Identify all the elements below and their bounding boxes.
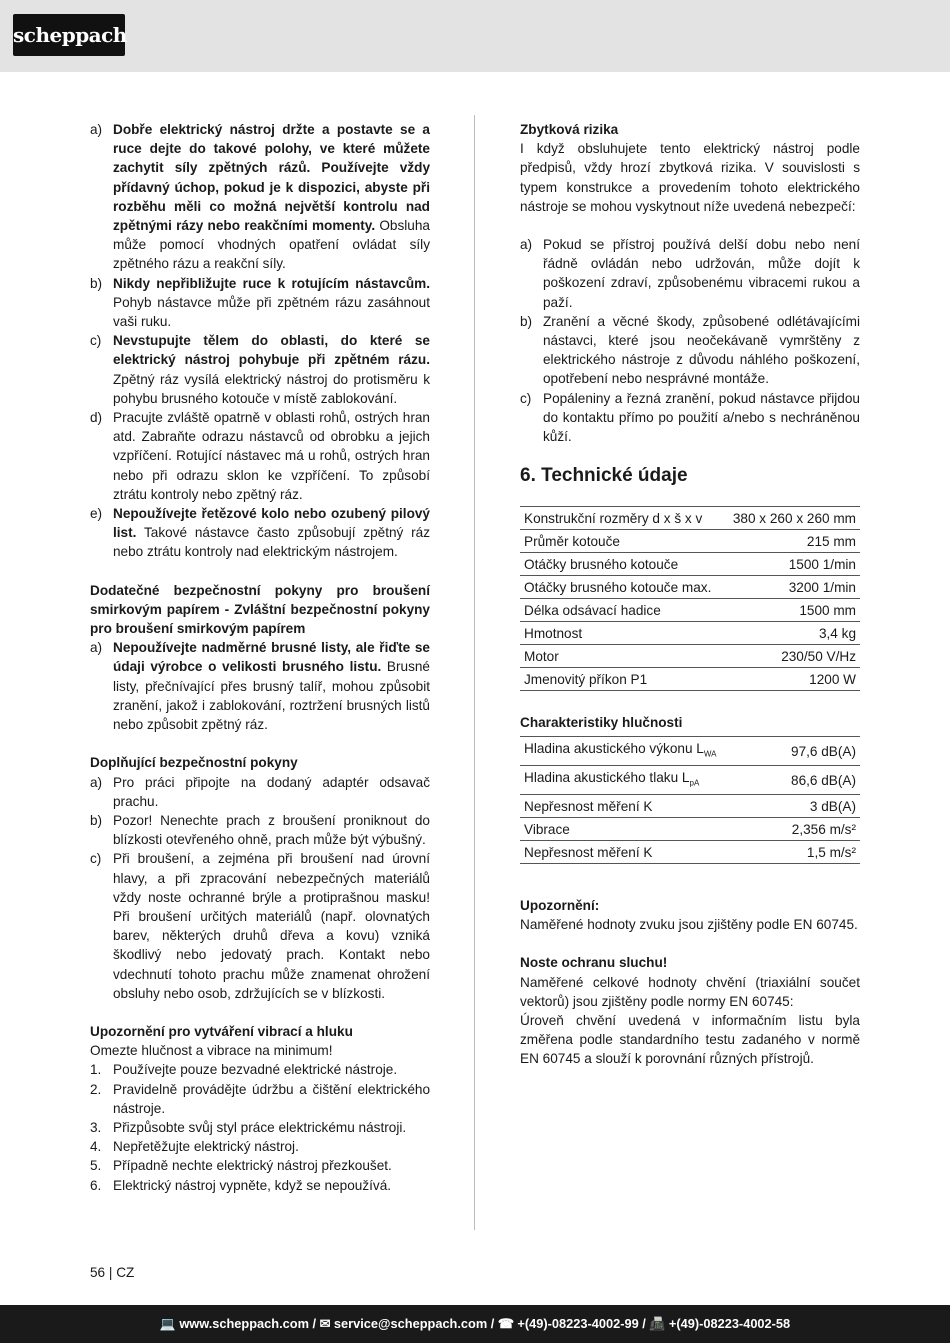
list-item <box>90 773 430 811</box>
table-label <box>520 530 723 553</box>
list-marker: b) <box>90 812 103 828</box>
table-value: 380 x 260 x 260 mm <box>723 507 860 530</box>
list-text-regular: Pracujte zvláště opatrně v oblasti rohů, ostrých hran atd. Zabraňte odrazu nástavců od obrobku a jejich vzpříčení. Rotující nástavec má u rohů, ostrých hran nebo při odrazu sklon ke vzpříčení. To způsobí ztrátu kontroly nebo zpětný ráz. <box>113 410 430 502</box>
label-text: Vibrace <box>524 821 570 837</box>
list-item <box>520 389 860 447</box>
page-number: 56 | CZ <box>90 1265 135 1280</box>
table-label <box>520 840 769 863</box>
table-row <box>520 794 860 817</box>
table-row <box>520 645 860 668</box>
label-text: Konstrukční rozměry d x š x v <box>524 511 703 527</box>
list-marker: 6. <box>90 1177 102 1193</box>
list-item <box>90 120 430 274</box>
section-title: 6. Technické údaje <box>520 465 688 487</box>
label-text: Hladina akustického výkonu L <box>524 741 704 757</box>
table-label <box>520 668 723 691</box>
list-text-regular: Pokud se přístroj používá delší dobu nebo není řádně ovládán nebo udržován, může dojít k poškození zdraví, způsobenému vibracemi rukou a paží. <box>543 237 860 310</box>
table-value: 3200 1/min <box>723 576 860 599</box>
list-text <box>113 849 430 1003</box>
list-text <box>113 1118 430 1137</box>
list-marker: 3. <box>90 1119 102 1135</box>
label-text: Průměr kotouče <box>524 534 620 550</box>
protect-heading: Noste ochranu sluchu! <box>520 955 668 971</box>
list-marker: b) <box>520 313 533 329</box>
list-text-regular: Brusné listy, přečnívající přes brusný talíř, mohou způsobit zranění, jakož i zablokování, roztržení brusných listů nebo způsobit zpětný ráz. <box>113 659 430 733</box>
table-row <box>520 668 860 691</box>
table-label <box>520 817 769 840</box>
protect-text-1: Naměřené celkové hodnoty chvění (triaxiální součet vektorů) jsou zjištěny podle normy EN 60745: <box>520 974 860 1009</box>
list-text-regular: Používejte pouze bezvadné elektrické nástroje. <box>113 1062 398 1078</box>
label-text: Nepřesnost měření K <box>524 844 653 860</box>
list-item <box>90 1060 430 1079</box>
list-marker: 5. <box>90 1158 102 1174</box>
list-item <box>90 638 430 734</box>
table-row <box>520 507 860 530</box>
additional-heading: Doplňující bezpečnostní pokyny <box>90 755 298 771</box>
list-item <box>90 274 430 332</box>
list-item <box>90 1156 430 1175</box>
list-text <box>113 504 430 562</box>
table-value: 1200 W <box>723 668 860 691</box>
table-row <box>520 622 860 645</box>
list-marker: e) <box>90 506 103 522</box>
list-item <box>90 1080 430 1118</box>
additional-list <box>90 773 430 1003</box>
vibration-intro: Omezte hlučnost a vibrace na minimum! <box>90 1043 333 1059</box>
list-text <box>113 1080 430 1118</box>
list-item <box>90 1118 430 1137</box>
list-text-regular: Při broušení, a zejména při broušení nad úrovní hlavy, a při zpracování nebezpečných materiálů vždy noste ochranné brýle a protiprašnou masku! Při broušení určitých materiálů (např. olovnatých barev, některých druhů dřeva a kovu) vzniká škodlivý nebo jedovatý prach. Kontakt nebo vdechnutí tohoto prachu může znamenat ohrožení obsluhy nebo osob, zdržujících se v blízkosti. <box>113 851 430 1001</box>
list-text <box>113 331 430 408</box>
list-marker: a) <box>90 640 103 656</box>
list-text <box>113 274 430 332</box>
list-text-regular: Pohyb nástavce může při zpětném rázu zasáhnout vaši ruku. <box>113 294 430 330</box>
left-column <box>90 120 430 1195</box>
table-label <box>520 599 723 622</box>
table-label <box>520 766 769 795</box>
list-text <box>113 408 430 504</box>
right-column <box>520 120 860 1069</box>
table-label <box>520 737 769 766</box>
list-text <box>113 1156 430 1175</box>
list-text-regular: Popáleniny a řezná zranění, pokud nástavce přijdou do kontaktu přímo po použití a/nebo s nechráněnou kůží. <box>543 390 860 445</box>
list-text <box>113 120 430 274</box>
list-item <box>90 811 430 849</box>
table-row <box>520 817 860 840</box>
list-marker: c) <box>90 851 102 867</box>
list-text-regular: Pro práci připojte na dodaný adaptér odsavač prachu. <box>113 774 430 809</box>
list-text-regular: Případně nechte elektrický nástroj přezkoušet. <box>113 1158 392 1174</box>
list-text-bold: Nepoužívejte nadměrné brusné listy, ale řiďte se údaji výrobce o velikosti brusného listu. <box>113 640 430 675</box>
list-marker: c) <box>90 333 102 349</box>
label-subscript: WA <box>703 750 717 760</box>
noise-heading: Charakteristiky hlučnosti <box>520 715 683 731</box>
list-marker: a) <box>90 774 103 790</box>
table-value: 86,6 dB(A) <box>769 766 860 795</box>
list-item <box>90 849 430 1003</box>
list-item <box>90 408 430 504</box>
list-text-bold: Nepoužívejte řetězové kolo nebo ozubený pilový list. <box>113 506 430 541</box>
list-text-regular: Pravidelně provádějte údržbu a čištění elektrického nástroje. <box>113 1081 430 1116</box>
noise-table <box>520 736 860 863</box>
table-label <box>520 553 723 576</box>
vibration-heading: Upozornění pro vytváření vibrací a hluku <box>90 1023 353 1039</box>
list-item <box>520 235 860 312</box>
list-marker: c) <box>520 390 532 406</box>
list-text-regular: Nepřetěžujte elektrický nástroj. <box>113 1139 299 1155</box>
list-text-bold: Nikdy nepřibližujte ruce k rotujícím nástavcům. <box>113 275 430 291</box>
table-value: 97,6 dB(A) <box>769 737 860 766</box>
table-label <box>520 622 723 645</box>
list-text <box>113 811 430 849</box>
label-text: Motor <box>524 649 559 665</box>
label-text: Otáčky brusného kotouče max. <box>524 580 712 596</box>
list-item <box>90 1176 430 1195</box>
list-marker: b) <box>90 275 103 291</box>
label-subscript: pA <box>689 778 700 788</box>
list-text-regular: Obsluha může pomocí vhodných opatření ovládat síly zpětného rázu a reakční síly. <box>113 218 430 272</box>
label-text: Jmenovitý příkon P1 <box>524 672 648 688</box>
sanding-heading: Dodatečné bezpečnostní pokyny pro broušení smirkovým papírem - Zvláštní bezpečnostní pokyny pro broušení smirkovým papírem <box>90 582 430 637</box>
list-marker: 4. <box>90 1139 102 1155</box>
list-text <box>113 1060 430 1079</box>
table-label <box>520 645 723 668</box>
list-text-bold: Dobře elektrický nástroj držte a postavte se a ruce dejte do takové polohy, ve které můžete zachytit síly zpětných rázů. Používejte vždy přídavný úchop, pokud je k dispozici, abyste při rozběhu měli co možná největší kontrolu nad zpětnými rázy nebo reakčními momenty. <box>113 122 430 234</box>
list-item <box>90 1137 430 1156</box>
page-footer: 💻 www.scheppach.com / ✉ service@scheppach.com / ☎ +(49)-08223-4002-99 / 📠 +(49)-08223-4002-58 <box>0 1305 950 1343</box>
table-row <box>520 737 860 766</box>
table-row <box>520 766 860 795</box>
table-value: 2,356 m/s² <box>769 817 860 840</box>
list-text-bold: Nevstupujte tělem do oblasti, do které se elektrický nástroj pohybuje při zpětném rázu. <box>113 333 430 368</box>
table-label <box>520 794 769 817</box>
table-label <box>520 507 723 530</box>
list-text <box>113 1137 430 1156</box>
table-label <box>520 576 723 599</box>
list-marker: d) <box>90 410 103 426</box>
list-marker: 2. <box>90 1081 102 1097</box>
list-text-regular: Elektrický nástroj vypněte, když se nepoužívá. <box>113 1177 392 1193</box>
risk-intro: I když obsluhujete tento elektrický nástroj podle předpisů, vždy hrozí zbytková rizika. V souvislosti s typem konstrukce a provedením tohoto elektrického nástroje se mohou vyskytnout níže uvedená nebezpečí: <box>520 141 860 214</box>
list-text-regular: Takové nástavce často způsobují zpětný ráz nebo ztrátu kontroly nad elektrickým nástrojem. <box>113 525 430 560</box>
brand-logo: scheppach <box>13 14 125 56</box>
table-row <box>520 553 860 576</box>
vibration-list <box>90 1060 430 1194</box>
table-value: 230/50 V/Hz <box>723 645 860 668</box>
list-text <box>543 235 860 312</box>
list-marker: a) <box>90 122 103 137</box>
sanding-list <box>90 638 430 734</box>
list-text <box>543 389 860 447</box>
list-text <box>113 773 430 811</box>
label-text: Hmotnost <box>524 626 583 642</box>
table-value: 1500 mm <box>723 599 860 622</box>
protect-text-2: Úroveň chvění uvedená v informačním listu byla změřena podle standardního testu zadaného v normě EN 60745 a slouží k porovnání různých přístrojů. <box>520 1012 860 1067</box>
label-text: Nepřesnost měření K <box>524 798 653 814</box>
tech-table <box>520 506 860 691</box>
label-text: Délka odsávací hadice <box>524 603 661 619</box>
list-text <box>113 638 430 734</box>
list-marker: 1. <box>90 1062 102 1078</box>
label-text: Otáčky brusného kotouče <box>524 557 679 573</box>
risk-heading: Zbytková rizika <box>520 122 619 137</box>
kickback-list <box>90 120 430 562</box>
list-text-regular: Zpětný ráz vysílá elektrický nástroj do protisměru k pohybu brusného kotouče v místě zablokování. <box>113 371 430 406</box>
list-item <box>90 504 430 562</box>
list-text-regular: Přizpůsobte svůj styl práce elektrickému nástroji. <box>113 1119 407 1135</box>
table-row <box>520 840 860 863</box>
column-divider <box>474 115 475 1230</box>
note-heading: Upozornění: <box>520 897 600 913</box>
note-text: Naměřené hodnoty zvuku jsou zjištěny podle EN 60745. <box>520 917 858 933</box>
table-value: 1500 1/min <box>723 553 860 576</box>
list-item <box>520 312 860 389</box>
table-value: 3,4 kg <box>723 622 860 645</box>
list-text-regular: Pozor! Nenechte prach z broušení proniknout do blízkosti otevřeného ohně, prach může být výbušný. <box>113 812 430 848</box>
table-value: 3 dB(A) <box>769 794 860 817</box>
list-item <box>90 331 430 408</box>
table-row <box>520 599 860 622</box>
table-row <box>520 576 860 599</box>
list-marker: a) <box>520 237 533 253</box>
label-text: Hladina akustického tlaku L <box>524 770 690 786</box>
risk-list <box>520 235 860 446</box>
page-header <box>0 0 950 72</box>
list-text <box>113 1176 430 1195</box>
table-row <box>520 530 860 553</box>
list-text <box>543 312 860 389</box>
list-text-regular: Zranění a věcné škody, způsobené odlétávajícími nástavci, které jsou neočekávaně vymrštěny z elektrického nástroje z důvodu náhlého poškození, opotřebení nebo nesprávné montáže. <box>543 313 860 387</box>
table-value: 215 mm <box>723 530 860 553</box>
table-value: 1,5 m/s² <box>769 840 860 863</box>
